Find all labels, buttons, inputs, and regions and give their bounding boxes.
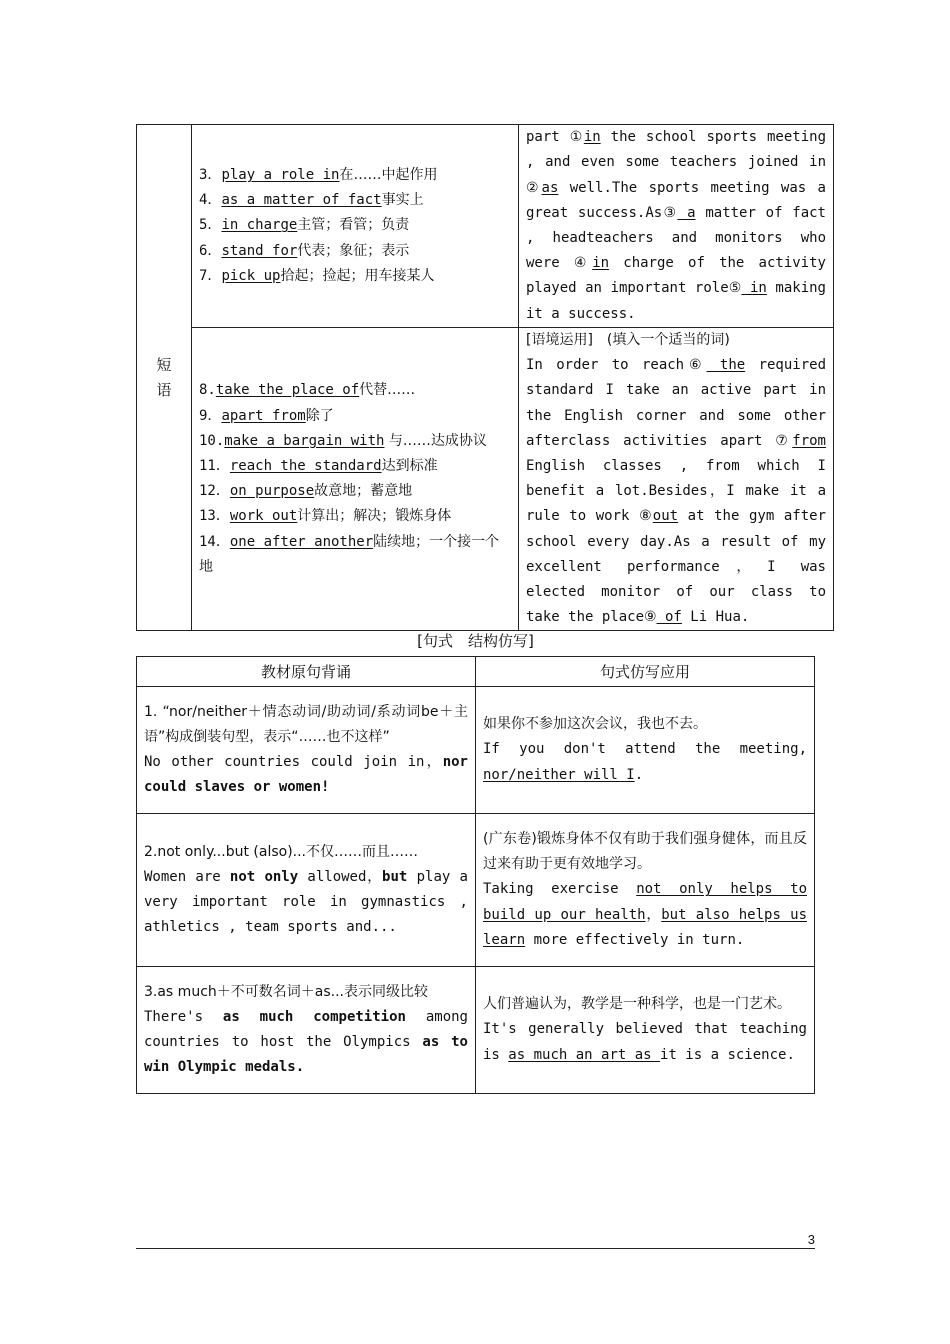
- answer-blank: a: [677, 204, 696, 221]
- phrase-item: 9．apart from除了: [199, 407, 334, 424]
- phrase-item: 10.make a bargain with 与……达成协议: [199, 432, 487, 449]
- rule-text: 1. “nor/neither＋情态动词/助动词/系动词be＋主语”构成倒装句型，表示“……也不这样”: [144, 703, 468, 745]
- table-row: [137, 814, 815, 967]
- table-row: [137, 687, 815, 814]
- rule-text: 2.not only...but (also)...不仅……而且……: [144, 843, 419, 860]
- phrase-item: 5．in charge主管；看管；负责: [199, 217, 410, 234]
- passage-2-heading: [语境运用] (填入一个适当的词): [526, 332, 730, 348]
- answer-blank: the: [706, 357, 746, 374]
- passage-1: part ①in the school sports meeting , and even some teachers joined in ②as well.The sports meeting was a great success.As③ a matter of fact , headteachers and monitors who were ④in charge of the activity played an important role⑤ in making it a success.: [519, 125, 834, 328]
- original-sentence-cell: 2.not only...but (also)...不仅……而且…… Women are not only allowed，but play a very important role in gymnastics , athletics , team sports and...: [137, 814, 476, 967]
- answer-blank: out: [652, 508, 679, 525]
- column-header-original: 教材原句背诵: [137, 657, 476, 687]
- phrase-item: 11．reach the standard达到标准: [199, 458, 438, 475]
- column-header-imitation: 句式仿写应用: [476, 657, 815, 687]
- footer-divider: [136, 1248, 815, 1249]
- original-sentence-cell: 1. “nor/neither＋情态动词/助动词/系动词be＋主语”构成倒装句型，表示“……也不这样” No other countries could join in，nor could slaves or women!: [137, 687, 476, 814]
- phrase-table: [136, 124, 834, 631]
- phrase-label: [137, 125, 192, 631]
- phrase-item: 3．play a role in在……中起作用: [199, 166, 438, 183]
- answer-blank: in: [592, 255, 610, 272]
- original-sentence-cell: 3.as much＋不可数名词＋as...表示同级比较 There's as much competition among countries to host the Olympics as to win Olympic medals.: [137, 967, 476, 1094]
- phrase-item: 14．one after another陆续地；一个接一个地: [199, 533, 500, 575]
- answer-blank: nor/neither will I: [483, 766, 635, 783]
- phrase-item: 8.take the place of代替……: [199, 382, 416, 399]
- answer-blank: as: [541, 179, 559, 196]
- chinese-prompt: 如果你不参加这次会议，我也不去。: [483, 716, 707, 733]
- imitation-cell: 人们普遍认为，教学是一种科学，也是一门艺术。 It's generally believed that teaching is as much an art as it is a science.: [476, 967, 815, 1094]
- answer-blank: but also helps us learn: [483, 906, 807, 948]
- answer-blank: in: [741, 280, 767, 297]
- chinese-prompt: (广东卷)锻炼身体不仅有助于我们强身健体，而且反过来有助于更有效地学习。: [483, 830, 807, 873]
- answer-blank: from: [792, 432, 826, 449]
- answer-blank: of: [656, 609, 682, 626]
- rule-text: 3.as much＋不可数名词＋as...表示同级比较: [144, 983, 428, 1000]
- phrase-item: 12．on purpose故意地；蓄意地: [199, 483, 413, 500]
- chinese-prompt: 人们普遍认为，教学是一种科学，也是一门艺术。: [483, 996, 791, 1013]
- phrase-item: 13．work out计算出；解决；锻炼身体: [199, 508, 452, 525]
- answer-blank: not only helps to build up our health: [483, 881, 807, 923]
- answer-blank: in: [583, 129, 601, 146]
- passage-2: [语境运用] (填入一个适当的词) In order to reach⑥ the required standard I take an active part in the English corner and some other afterclass activities apart ⑦from English classes , from which I benefit a lot.Besides，I make it a rule to work ⑧out at the gym after school every day.As a result of my excellent performance，I was elected monitor of our class to take the place⑨ of Li Hua.: [519, 328, 834, 631]
- phrase-list-2: [192, 328, 519, 631]
- page-number: 3: [807, 1232, 815, 1247]
- section-title: [句式 结构仿写]: [417, 632, 534, 650]
- table-row: [137, 967, 815, 1094]
- phrase-list-1: [192, 125, 519, 328]
- phrase-label-text: 短语: [156, 355, 172, 399]
- phrase-item: 6．stand for代表；象征；表示: [199, 242, 410, 259]
- phrase-item: 7．pick up拾起；捡起；用车接某人: [199, 267, 435, 284]
- sentence-table: [136, 656, 815, 1094]
- imitation-cell: (广东卷)锻炼身体不仅有助于我们强身健体，而且反过来有助于更有效地学习。 Taking exercise not only helps to build up our health，but also helps us learn more effectively in turn.: [476, 814, 815, 967]
- phrase-item: 4．as a matter of fact事实上: [199, 192, 424, 209]
- answer-blank: as much an art as: [508, 1046, 661, 1063]
- imitation-cell: 如果你不参加这次会议，我也不去。 If you don't attend the meeting, nor/neither will I.: [476, 687, 815, 814]
